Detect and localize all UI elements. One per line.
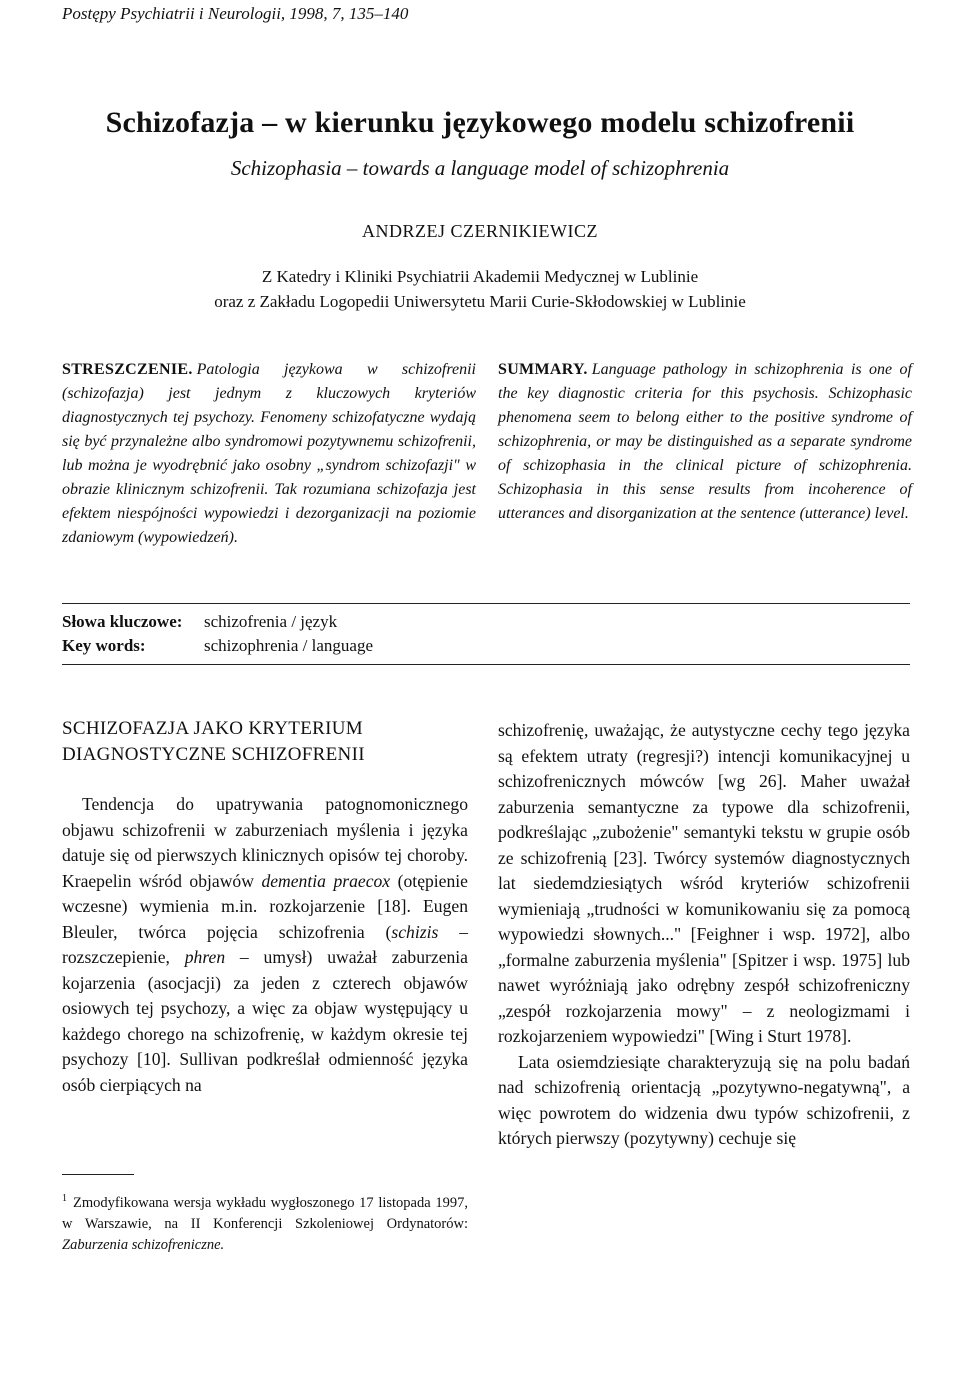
text-run: (otępienie wczesne) wymienia m.in. rozkojarzenie [18]. Eugen Bleuler, twórca pojęcia schizofrenia ( — [62, 870, 468, 942]
footnote-marker: 1 — [62, 1193, 67, 1204]
affiliation-line-2: oraz z Zakładu Logopedii Uniwersytetu Marii Curie-Skłodowskiej w Lublinie — [214, 292, 746, 311]
keywords-bottom-rule — [62, 664, 910, 665]
right-paragraph-1: schizofrenię, uważając, że autystyczne cechy tego języka są efektem utraty (regresji?) intencji komunikacyjnej u schizofrenicznych mówców [wg 26]. Maher uważał zaburzenia semantyczne za typowe dla schizofrenii, podkreślając „zubożenie" semantyki tekstu w grupie osób ze schizofrenią [23]. Twórcy systemów diagnostycznych lat siedemdziesiątych wśród kryteriów schizofrenii wymieniają „trudności w komunikowaniu się za pomocą wypowiedzi słownych..." [Feighner i wsp. 1972], albo „formalne zaburzenia myślenia" [Spitzer i wsp. 1975] lub nawet wyróżniają jako odrębny zespół schizofreniczny „zespół rozkojarzenia mowy" – z neologizmami i rozkojarzeniem wypowiedzi" [Wing i Sturt 1978]. — [498, 720, 910, 1046]
journal-header: Postępy Psychiatrii i Neurologii, 1998, 7, 135–140 — [62, 4, 409, 23]
text-run: – umysł) uważał zaburzenia kojarzenia (asocjacji) za jeden z czterech objawów osiowych tej psychozy, a więc za objaw występujący u każdego chorego na schizofrenię, w każdym okresie tej psychozy [10]. Sullivan podkreślał odmienność języka osób cierpiących na — [62, 947, 468, 1095]
footnote-text: Zmodyfikowana wersja wykładu wygłoszonego 17 listopada 1997, w Warszawie, na II Konferencji Szkoleniowej Ordynatorów: — [62, 1194, 468, 1232]
section-heading — [62, 716, 482, 768]
keywords-polish-value: schizofrenia / język — [204, 612, 338, 631]
article-title: Schizofazja – w kierunku językowego modelu schizofrenii — [105, 106, 855, 139]
emphasis-dementia-praecox: dementia praecox — [261, 870, 391, 891]
text-run: Tendencja do upatrywania patognomonicznego objawu schizofrenii w zaburzeniach myślenia i języka datuje się od pierwszych klinicznych opisów tej choroby. Kraepelin wśród objawów — [62, 794, 468, 891]
keywords-english — [62, 636, 373, 656]
abstract-polish-text: Patologia językowa w schizofrenii (schizofazja) jest jednym z kluczowych kryteriów diagnostycznych tej psychozy. Fenomeny schizofatyczne wydają się być przynależne albo syndromowi pozytywnemu schizofrenii, lub można je wyodrębnić jako osobny „syndrom schizofazji" w obrazie klinicznym schizofrenii. Tak rozumiana schizofazja jest efektem niespójności wypowiedzi i dezorganizacji na poziomie zdaniowym (wypowiedzeń). — [62, 361, 476, 546]
right-column — [498, 718, 910, 1152]
keywords-english-value: schizophrenia / language — [204, 636, 373, 655]
abstract-english-label: SUMMARY. — [498, 361, 588, 378]
emphasis-phren: phren — [184, 947, 226, 967]
keywords-polish-label: Słowa kluczowe: — [62, 612, 183, 631]
abstract-polish — [62, 358, 476, 550]
right-paragraph-2: Lata osiemdziesiąte charakteryzują się na polu badań nad schizofrenią orientacją „pozytywno-negatywną", a więc powrotem do widzenia dwu typów schizofrenii, z których pierwszy (pozytywny) cechuje się — [498, 1051, 910, 1148]
left-column — [62, 792, 468, 1098]
abstract-english-text: Language pathology in schizophrenia is one of the key diagnostic criteria for this psychosis. Schizophasic phenomena seem to belong either to the positive syndrome of schizophrenia, or may be distinguished as a separate syndrome of schizophasia in the clinical picture of schizophrenia. Schizophasia in this sense results from incoherence of utterances and disorganization at the sentence (utterance) level. — [498, 361, 912, 522]
left-paragraph-1 — [62, 792, 468, 1098]
keywords-top-rule — [62, 603, 910, 604]
text-run: – rozszczepienie, — [62, 921, 468, 967]
footnote-emphasis: Zaburzenia schizofreniczne. — [62, 1236, 225, 1253]
affiliation-line-1: Z Katedry i Kliniki Psychiatrii Akademii Medycznej w Lublinie — [261, 267, 699, 286]
abstract-english — [498, 358, 912, 526]
keywords-polish — [62, 612, 337, 632]
author-name: ANDRZEJ CZERNIKIEWICZ — [362, 221, 598, 241]
article-subtitle: Schizophasia – towards a language model of schizophrenia — [230, 156, 730, 180]
footnote — [62, 1188, 468, 1256]
footnote-rule — [62, 1174, 134, 1175]
keywords-english-label: Key words: — [62, 636, 146, 655]
emphasis-schizis: schizis — [391, 921, 439, 942]
section-heading-line-1: SCHIZOFAZJA JAKO KRYTERIUM — [62, 718, 363, 739]
abstract-polish-label: STRESZCZENIE. — [62, 361, 193, 378]
section-heading-line-2: DIAGNOSTYCZNE SCHIZOFRENII — [62, 744, 365, 765]
